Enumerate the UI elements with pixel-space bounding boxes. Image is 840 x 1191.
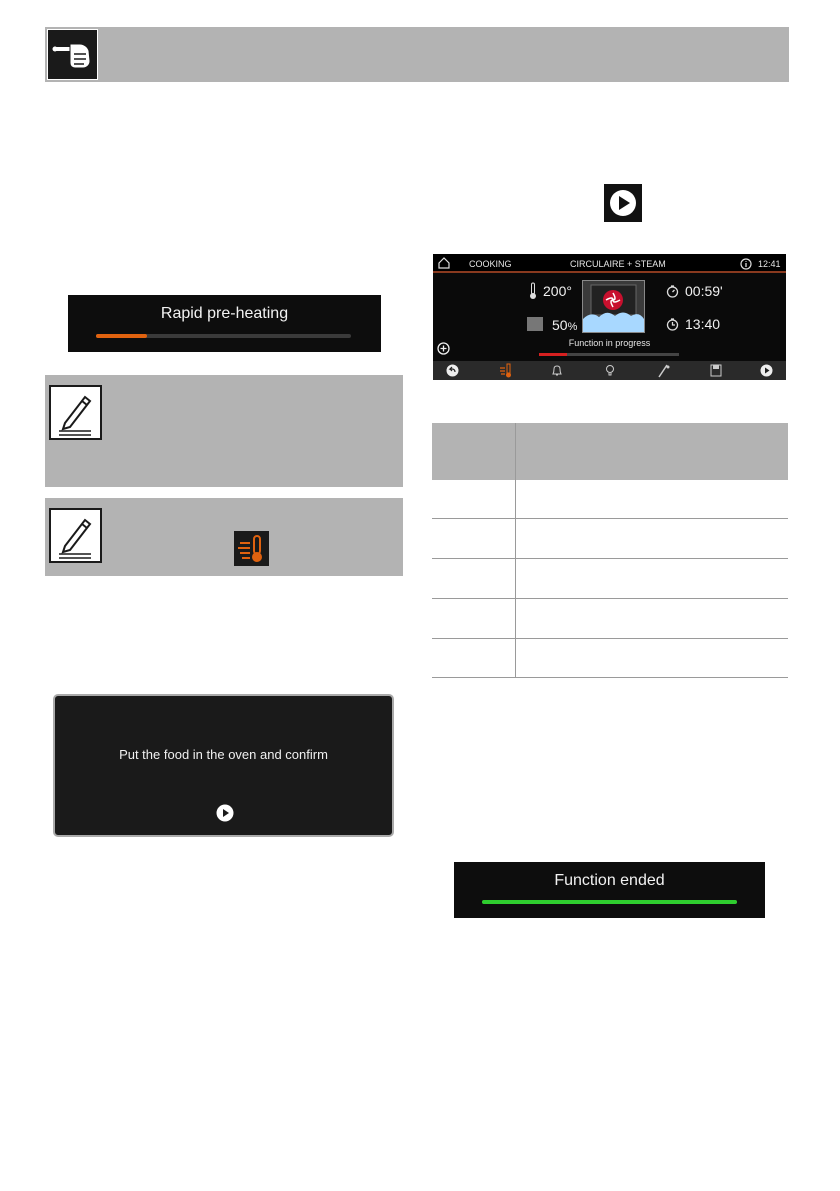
home-icon[interactable] (437, 256, 451, 270)
confirm-play-button[interactable] (216, 804, 234, 822)
table-row (432, 558, 788, 559)
table-row (432, 677, 788, 678)
back-icon[interactable] (446, 364, 459, 377)
bell-icon[interactable] (551, 364, 563, 377)
thermometer-icon (528, 282, 538, 300)
oven-bottom-toolbar (433, 361, 786, 380)
end-time-value[interactable]: 13:40 (685, 316, 721, 332)
temperature-value[interactable]: 200° (543, 283, 572, 299)
info-icon[interactable] (740, 257, 752, 269)
function-progress-track (539, 353, 679, 356)
pencil-note-icon (49, 508, 102, 563)
add-icon[interactable] (437, 342, 450, 355)
light-bulb-icon[interactable] (605, 364, 615, 377)
steam-level-icon (527, 317, 543, 331)
pencil-note-icon (49, 385, 102, 440)
preheat-label: Rapid pre-heating (160, 305, 289, 322)
end-time-icon (666, 318, 679, 331)
pointing-hand-icon (47, 29, 98, 80)
confirm-message: Put the food in the oven and confirm (119, 747, 328, 762)
section-header (45, 27, 789, 82)
function-status: Function in progress (568, 338, 651, 348)
play-icon (604, 184, 642, 222)
table-column-divider (515, 423, 516, 678)
duration-value[interactable]: 00:59' (685, 283, 723, 299)
fan-steam-function-icon (582, 280, 645, 333)
play-icon[interactable] (760, 364, 773, 377)
preheat-progress-fill (96, 334, 147, 338)
function-progress-fill (539, 353, 567, 356)
humidity-number: 50 (552, 317, 568, 333)
clock-time: 12:41 (758, 259, 781, 269)
oven-display (433, 254, 786, 380)
table-header (432, 423, 788, 480)
table-row (432, 518, 788, 519)
humidity-unit: % (567, 321, 578, 333)
function-ended-progress-fill (482, 900, 737, 904)
duration-timer-icon (666, 285, 679, 298)
preheat-progress-track (96, 334, 351, 338)
rapid-preheat-thermometer-icon (234, 531, 269, 566)
function-ended-status-bar (454, 862, 765, 918)
rapid-preheat-icon[interactable] (499, 363, 513, 378)
preheat-status-bar (68, 295, 381, 352)
function-ended-label: Function ended (554, 872, 665, 889)
breadcrumb-cooking[interactable]: COOKING (469, 259, 512, 269)
save-icon[interactable] (710, 364, 722, 377)
table-row (432, 638, 788, 639)
confirm-dialog (53, 694, 394, 837)
table-row (432, 598, 788, 599)
function-ended-progress-track (482, 900, 737, 904)
humidity-value[interactable] (552, 317, 577, 333)
probe-icon[interactable] (657, 363, 671, 378)
breadcrumb-function[interactable]: CIRCULAIRE + STEAM (570, 259, 666, 269)
